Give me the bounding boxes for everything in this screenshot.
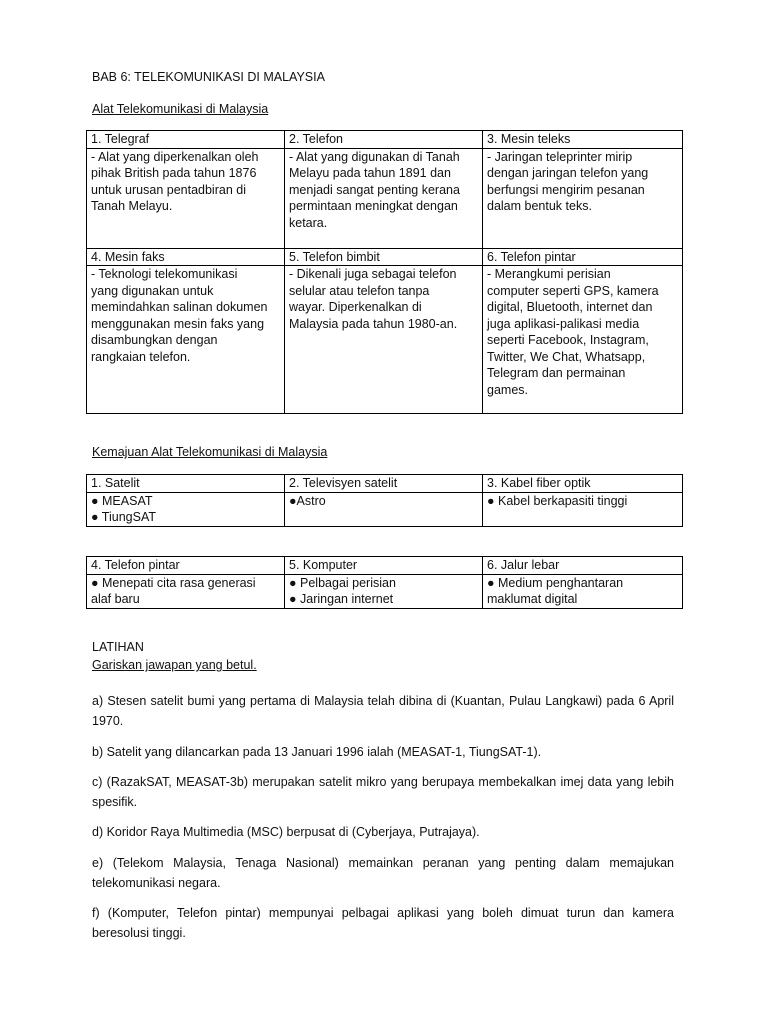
cell-line: Melayu pada tahun 1891 dan <box>289 166 451 180</box>
question-d: d) Koridor Raya Multimedia (MSC) berpusat di (Cyberjaya, Putrajaya). <box>92 825 480 839</box>
table-cell-telegraf <box>87 148 285 248</box>
latihan-title: LATIHAN <box>92 640 144 654</box>
table-row <box>87 266 683 414</box>
table-header-cell: 5. Telefon bimbit <box>285 248 483 266</box>
cell-line: ● MEASAT <box>91 493 153 508</box>
table-header-cell: 6. Jalur lebar <box>483 557 683 575</box>
table-cell-telefon-pintar <box>483 266 683 414</box>
table-header-cell: 3. Kabel fiber optik <box>483 475 683 493</box>
table-header-cell: 4. Mesin faks <box>87 248 285 266</box>
question-e: e) (Telekom Malaysia, Tenaga Nasional) memainkan peranan yang penting dalam memajukan telekomunikasi negara. <box>92 856 674 890</box>
cell-line: Tanah Melayu. <box>91 199 173 213</box>
cell-line: - Teknologi telekomunikasi <box>91 267 238 281</box>
table-cell-jalur-lebar <box>483 574 683 608</box>
table-cell-telefon <box>285 148 483 248</box>
cell-line: computer seperti GPS, kamera <box>487 283 659 298</box>
cell-line: Telegram dan permainan <box>487 366 626 380</box>
table-header-cell: 6. Telefon pintar <box>483 248 683 266</box>
table-header-cell: 4. Telefon pintar <box>87 557 285 575</box>
section-heading-kemajuan: Kemajuan Alat Telekomunikasi di Malaysia <box>92 445 328 459</box>
table-header-cell: 5. Komputer <box>285 557 483 575</box>
cell-line: berfungsi mengirim pesanan <box>487 182 645 197</box>
table-header-cell: 2. Telefon <box>285 131 483 149</box>
cell-line: ● Medium penghantaran <box>487 575 624 590</box>
table-row <box>87 492 683 526</box>
question-b: b) Satelit yang dilancarkan pada 13 Januari 1996 ialah (MEASAT-1, TiungSAT-1). <box>92 745 542 759</box>
table-row <box>87 148 683 248</box>
document-title: BAB 6: TELEKOMUNIKASI DI MALAYSIA <box>92 70 325 84</box>
table-cell-telefon-bimbit <box>285 266 483 414</box>
cell-line: - Dikenali juga sebagai telefon <box>289 267 457 281</box>
cell-line: - Jaringan teleprinter mirip <box>487 149 633 164</box>
latihan-instruction: Gariskan jawapan yang betul. <box>92 658 257 672</box>
question-a: a) Stesen satelit bumi yang pertama di Malaysia telah dibina di (Kuantan, Pulau Langkawi) pada 6 April 1970. <box>92 694 674 728</box>
cell-line: pihak British pada tahun 1876 <box>91 166 257 180</box>
table-header-cell: 3. Mesin teleks <box>483 131 683 149</box>
cell-line: - Alat yang diperkenalkan oleh <box>91 149 259 164</box>
cell-line: - Merangkumi perisian <box>487 267 611 281</box>
table-cell-televisyen-satelit <box>285 492 483 526</box>
cell-line: ● Jaringan internet <box>289 592 394 606</box>
alat-telekomunikasi-table <box>86 130 683 414</box>
table-cell-kabel-fiber <box>483 492 683 526</box>
cell-line: Twitter, We Chat, Whatsapp, <box>487 349 646 364</box>
cell-line: wayar. Diperkenalkan di <box>289 300 422 314</box>
table-header-cell: 1. Telegraf <box>87 131 285 149</box>
cell-line: seperti Facebook, Instagram, <box>487 333 649 347</box>
cell-line: ●Astro <box>289 493 326 508</box>
table-header-row <box>87 248 683 266</box>
table-header-row <box>87 131 683 149</box>
table-cell-mesin-faks <box>87 266 285 414</box>
cell-line: ● TiungSAT <box>91 510 156 524</box>
cell-line: disambungkan dengan <box>91 333 218 347</box>
cell-line: maklumat digital <box>487 592 578 606</box>
table-cell-mesin-teleks <box>483 148 683 248</box>
question-c: c) (RazakSAT, MEASAT-3b) merupakan satelit mikro yang berupaya membekalkan imej data yang lebih spesifik. <box>92 775 674 809</box>
cell-line: menjadi sangat penting kerana <box>289 182 460 197</box>
table-header-row <box>87 475 683 493</box>
cell-line: dalam bentuk teks. <box>487 199 592 213</box>
table-header-cell: 1. Satelit <box>87 475 285 493</box>
cell-line: ketara. <box>289 215 328 230</box>
cell-line: - Alat yang digunakan di Tanah <box>289 149 460 164</box>
cell-line: selular atau telefon tanpa <box>289 283 430 298</box>
cell-line: games. <box>487 382 528 397</box>
table-header-cell: 2. Televisyen satelit <box>285 475 483 493</box>
section-heading-alat: Alat Telekomunikasi di Malaysia <box>92 102 269 116</box>
cell-line: yang digunakan untuk <box>91 283 214 298</box>
cell-line: digital, Bluetooth, internet dan <box>487 300 653 314</box>
question-f: f) (Komputer, Telefon pintar) mempunyai pelbagai aplikasi yang boleh dimuat turun dan kamera beresolusi tinggi. <box>92 906 674 940</box>
cell-line: permintaan meningkat dengan <box>289 199 458 213</box>
cell-line: dengan jaringan telefon yang <box>487 166 649 180</box>
cell-line: menggunakan mesin faks yang <box>91 316 265 331</box>
table-cell-telefon-pintar-2 <box>87 574 285 608</box>
cell-line: memindahkan salinan dokumen <box>91 300 268 314</box>
table-row <box>87 574 683 608</box>
cell-line: Malaysia pada tahun 1980-an. <box>289 316 458 331</box>
cell-line: ● Kabel berkapasiti tinggi <box>487 493 628 508</box>
cell-line: juga aplikasi-palikasi media <box>487 316 640 331</box>
table-header-row <box>87 557 683 575</box>
cell-line: untuk urusan pentadbiran di <box>91 182 246 197</box>
cell-line: alaf baru <box>91 592 140 606</box>
kemajuan-table-2 <box>86 556 683 609</box>
cell-line: ● Menepati cita rasa generasi <box>91 575 256 590</box>
table-cell-komputer <box>285 574 483 608</box>
table-cell-satelit <box>87 492 285 526</box>
cell-line: rangkaian telefon. <box>91 349 191 364</box>
cell-line: ● Pelbagai perisian <box>289 575 396 590</box>
kemajuan-table-1 <box>86 474 683 527</box>
